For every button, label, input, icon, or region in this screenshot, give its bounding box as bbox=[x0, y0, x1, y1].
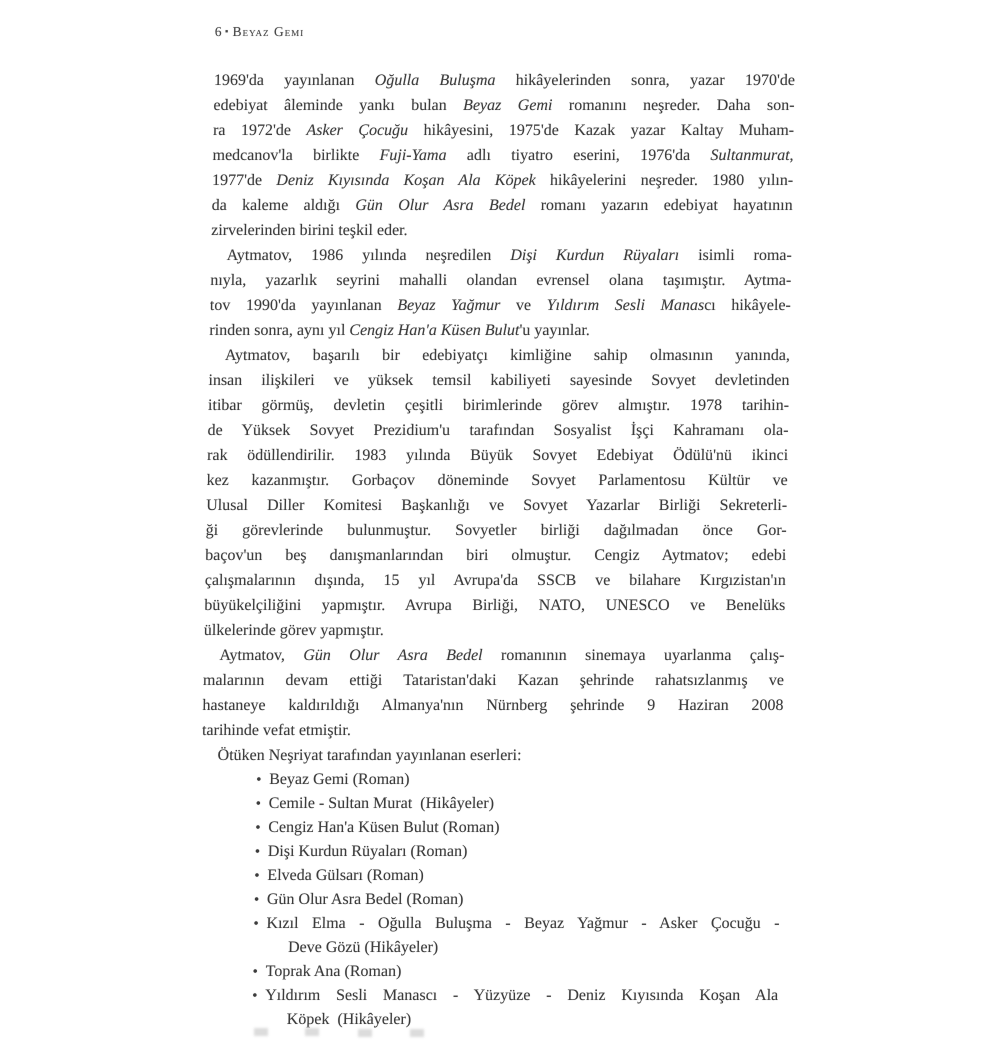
list-item bbox=[199, 864, 780, 888]
text-line: 1969'da yayınlanan Oğulla Buluşma hikâyelerinden sonra, yazar 1970'de bbox=[213, 72, 796, 89]
text-line: büyükelçiliğini yapmıştır. Avrupa Birliği, NATO, UNESCO ve Benelüks bbox=[204, 597, 786, 614]
text-line: Aytmatov, Gün Olur Asra Bedel romanının sinemaya uyarlanma çalış- bbox=[219, 647, 785, 664]
list-item-text: Gün Olur Asra Bedel (Roman) bbox=[266, 891, 464, 908]
text-line: Aytmatov, başarılı bir edebiyatçı kimliğine sahip olmasının yanında, bbox=[224, 347, 791, 364]
works-list bbox=[197, 768, 783, 1032]
text-line: tov 1990'da yayınlanan Beyaz Yağmur ve Yıldırım Sesli Manascı hikâyele- bbox=[209, 297, 791, 314]
text-line: nıyla, yazarlık seyrini mahalli olandan evrensel olana taşımıştır. Aytma- bbox=[210, 272, 792, 289]
scan-artifact bbox=[305, 1028, 319, 1036]
list-item bbox=[197, 984, 779, 1032]
page-body bbox=[201, 68, 795, 768]
text-line: rinden sonra, aynı yıl Cengiz Han'a Küsen Bulut'u yayınlar. bbox=[209, 322, 591, 339]
list-item-text: Köpek (Hikâyeler) bbox=[286, 1011, 412, 1028]
scan-artifact bbox=[358, 1029, 372, 1037]
list-item-text: Cengiz Han'a Küsen Bulut (Roman) bbox=[268, 819, 500, 836]
paragraph bbox=[202, 643, 785, 743]
list-item-text: Dişi Kurdun Rüyaları (Roman) bbox=[267, 843, 468, 860]
list-item-text: Beyaz Gemi (Roman) bbox=[268, 771, 410, 788]
text-line: baçov'un beş danışmanlarından biri olmuştur. Cengiz Aytmatov; edebi bbox=[205, 547, 787, 564]
header-bullet-icon: ▪ bbox=[224, 26, 229, 36]
list-item-text: Elveda Gülsarı (Roman) bbox=[267, 867, 424, 884]
text-line: medcanov'la birlikte Fuji-Yama adlı tiyatro eserini, 1976'da Sultanmurat, bbox=[212, 147, 794, 164]
text-line: itibar görmüş, devletin çeşitli birimlerinde görev almıştır. 1978 tarihin- bbox=[207, 397, 790, 414]
paragraph bbox=[209, 243, 792, 343]
bullet-icon: • bbox=[254, 844, 261, 860]
text-line: insan ilişkileri ve yüksek temsil kabiliyeti sayesinde Sovyet devletinden bbox=[208, 372, 790, 389]
list-item-text: Yıldırım Sesli Manascı - Yüzyüze - Deniz Kıyısında Koşan Ala bbox=[265, 987, 779, 1004]
text-line: de Yüksek Sovyet Prezidium'u tarafından Sosyalist İşçi Kahramanı ola- bbox=[207, 422, 789, 439]
page-number: 6 bbox=[214, 24, 223, 39]
paragraph bbox=[204, 343, 790, 643]
list-item bbox=[200, 816, 781, 840]
list-item bbox=[197, 960, 778, 984]
text-line: da kaleme aldığı Gün Olur Asra Bedel romanı yazarın edebiyat hayatının bbox=[211, 197, 793, 214]
list-item-text: Toprak Ana (Roman) bbox=[265, 963, 402, 980]
text-line: rak ödüllendirilir. 1983 yılında Büyük Sovyet Edebiyat Ödülü'nü ikinci bbox=[206, 447, 789, 464]
bullet-icon: • bbox=[255, 772, 262, 788]
text-line: kez kazanmıştır. Gorbaçov döneminde Sovyet Parlamentosu Kültür ve bbox=[206, 472, 788, 489]
text-line: malarının devam ettiği Tataristan'daki Kazan şehrinde rahatsızlanmış ve bbox=[202, 672, 785, 689]
bullet-icon: • bbox=[252, 964, 259, 980]
bullet-icon: • bbox=[255, 796, 262, 812]
list-item bbox=[201, 768, 782, 792]
list-item-text: Cemile - Sultan Murat (Hikâyeler) bbox=[268, 795, 495, 812]
text-line: zirvelerinden birini teşkil eder. bbox=[211, 222, 408, 239]
list-item bbox=[200, 792, 781, 816]
paragraph bbox=[201, 743, 782, 768]
text-line: çalışmalarının dışında, 15 yıl Avrupa'da SSCB ve bilahare Kırgızistan'ın bbox=[204, 572, 786, 589]
list-item bbox=[200, 840, 781, 864]
bullet-icon: • bbox=[253, 892, 260, 908]
text-line: ra 1972'de Asker Çocuğu hikâyesini, 1975'de Kazak yazar Kaltay Muham- bbox=[212, 122, 795, 139]
text-line: edebiyat âleminde yankı bulan Beyaz Gemi romanını neşreder. Daha son- bbox=[213, 97, 795, 114]
page-header bbox=[215, 24, 796, 42]
text-line: Ulusal Diller Komitesi Başkanlığı ve Sovyet Yazarlar Birliği Sekreterli- bbox=[206, 497, 788, 514]
text-line: Ötüken Neşriyat tarafından yayınlanan eserleri: bbox=[217, 747, 522, 764]
bullet-icon: • bbox=[255, 820, 261, 836]
text-line: 1977'de Deniz Kıyısında Koşan Ala Köpek hikâyelerini neşreder. 1980 yılın- bbox=[211, 172, 794, 189]
bullet-icon: • bbox=[252, 988, 258, 1004]
page-content bbox=[197, 24, 796, 1032]
list-item bbox=[198, 912, 780, 960]
text-line: hastaneye kaldırıldığı Almanya'nın Nürnberg şehrinde 9 Haziran 2008 bbox=[202, 697, 784, 714]
bullet-icon: • bbox=[253, 916, 259, 932]
text-line: tarihinde vefat etmiştir. bbox=[201, 722, 352, 739]
list-item-text: Kızıl Elma - Oğulla Buluşma - Beyaz Yağmur - Asker Çocuğu - bbox=[266, 915, 780, 932]
text-line: ülkelerinde görev yapmıştır. bbox=[203, 622, 384, 639]
scan-artifact bbox=[254, 1028, 268, 1036]
list-item-text: Deve Gözü (Hikâyeler) bbox=[287, 939, 439, 956]
running-title: Beyaz Gemi bbox=[232, 24, 305, 39]
text-line: Aytmatov, 1986 yılında neşredilen Dişi Kurdun Rüyaları isimli roma- bbox=[226, 247, 792, 264]
bullet-icon: • bbox=[254, 868, 260, 884]
list-item bbox=[199, 888, 780, 912]
text-line: ği görevlerinde bulunmuştur. Sovyetler birliği dağılmadan önce Gor- bbox=[205, 522, 787, 539]
scan-artifact bbox=[410, 1029, 424, 1037]
paragraph bbox=[211, 68, 795, 243]
